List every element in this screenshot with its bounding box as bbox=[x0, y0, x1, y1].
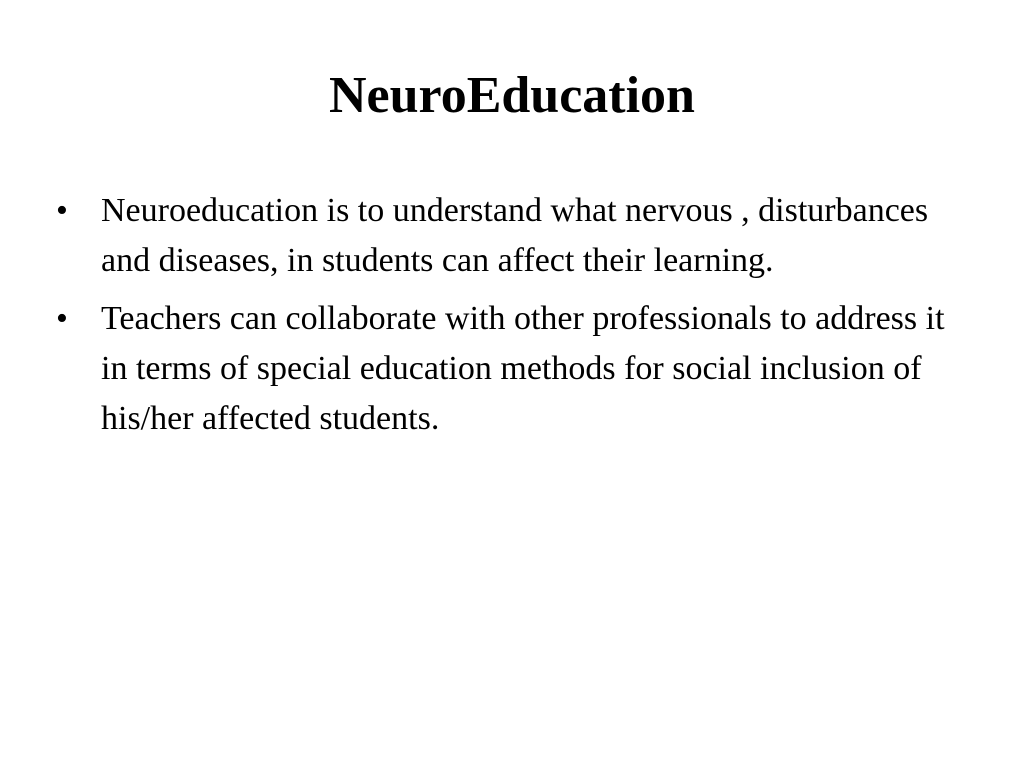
bullet-text: Neuroeducation is to understand what nervous , disturbances and diseases, in students can affect their learning. bbox=[101, 192, 929, 279]
bullet-text: Teachers can collaborate with other professionals to address it in terms of special education methods for social inclusion of his/her affected students. bbox=[101, 300, 945, 437]
bullet-marker: • bbox=[56, 192, 68, 229]
slide-title: NeuroEducation bbox=[329, 67, 695, 124]
bullet-item-neuroeducation bbox=[56, 186, 976, 286]
bullet-marker: • bbox=[56, 300, 68, 337]
bullet-list bbox=[56, 186, 976, 452]
bullet-item-teachers bbox=[56, 294, 976, 444]
